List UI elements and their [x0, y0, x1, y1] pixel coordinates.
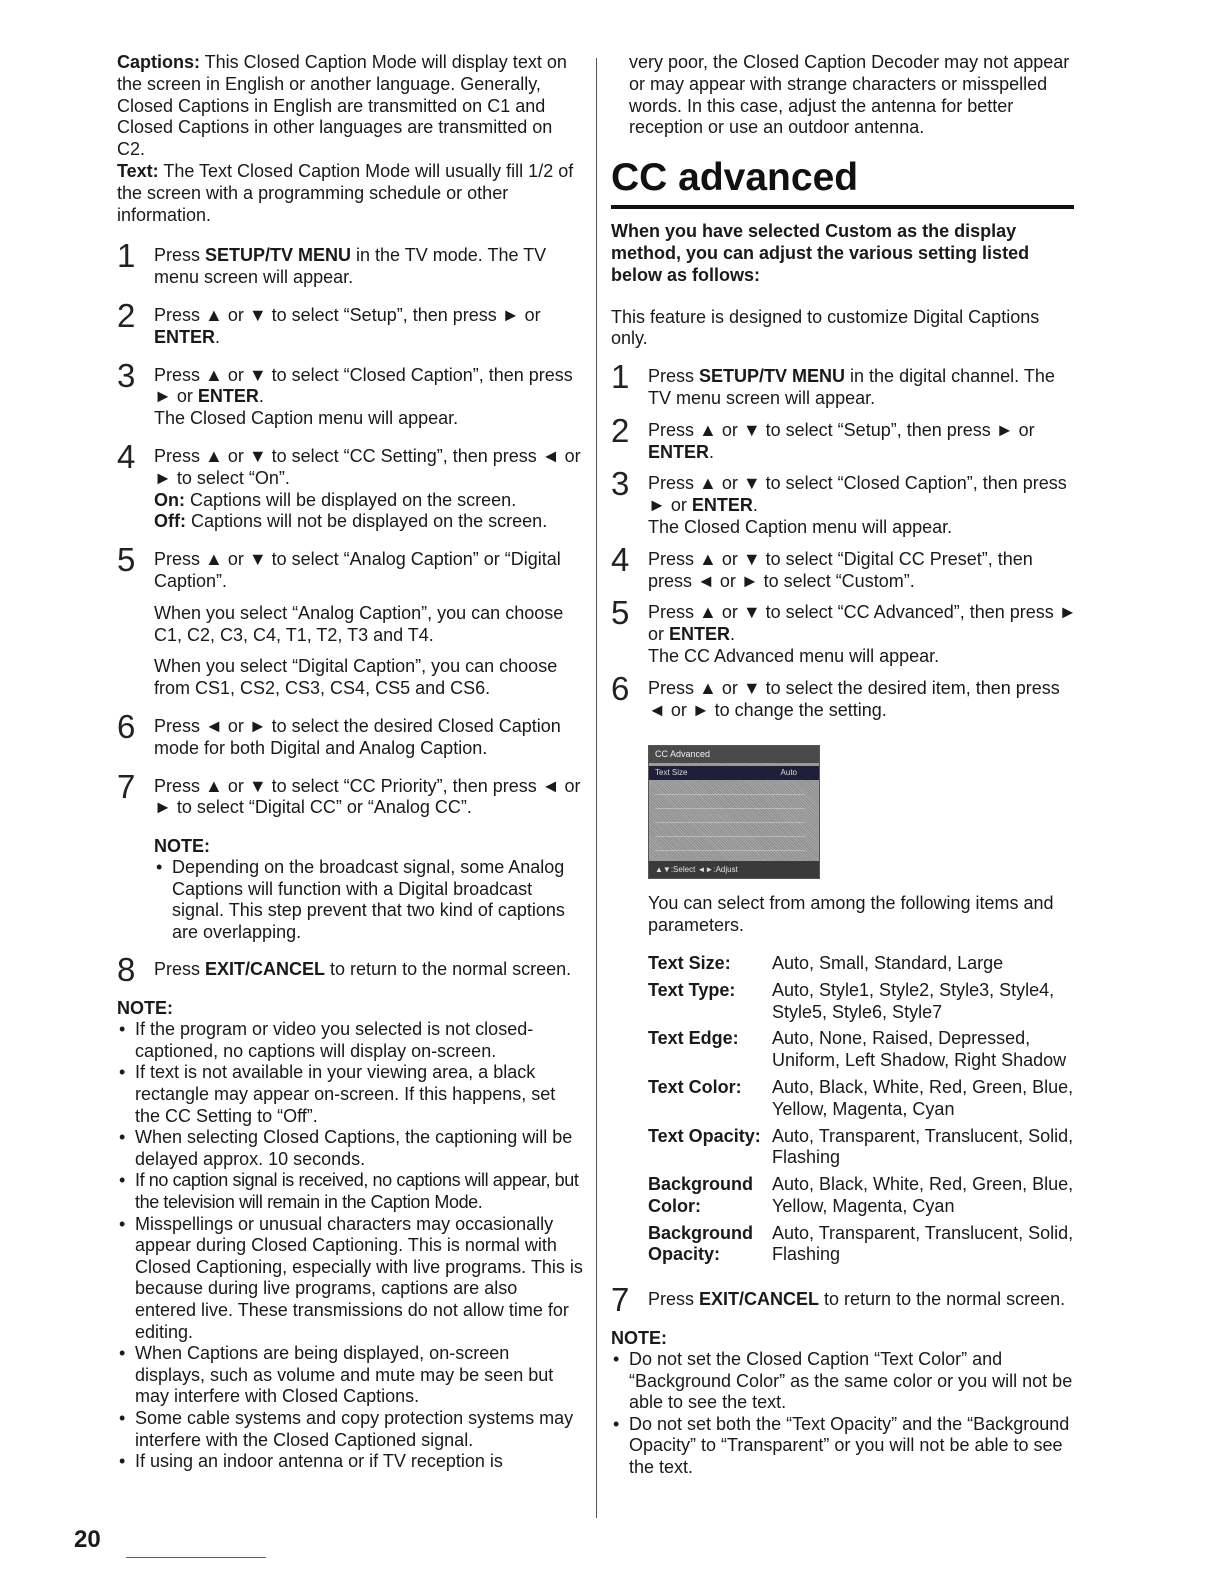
off-label: Off:: [154, 511, 186, 532]
right-step-6: [611, 669, 1077, 722]
param-name: Background Color:: [648, 1174, 754, 1216]
step-number: 4: [117, 437, 136, 475]
step-text: Press ▲ or ▼ to select “Closed Caption”, then press ► or: [154, 364, 573, 407]
screen-row: [655, 836, 805, 837]
step-text: Press ▲ or ▼ to select the desired item, then press ◄ or ► to change the setting.: [648, 677, 1060, 720]
step-key: ENTER: [648, 441, 710, 462]
left-step-6: [117, 707, 583, 760]
step-key: SETUP/TV MENU: [205, 245, 352, 266]
step-note-item: • Depending on the broadcast signal, some Analog Captions will function with a Digital broadcast signal. This step prevent that two kind of captions are overlapping.: [154, 857, 583, 943]
note-item: • Do not set both the “Text Opacity” and the “Background Opacity” to “Transparent” or you will not be able to see the text.: [611, 1414, 1077, 1479]
right-step-1: [611, 358, 1077, 410]
step-number: 5: [117, 541, 136, 579]
step-number: 6: [117, 707, 136, 745]
step-text: Press: [154, 959, 206, 980]
note-item: • If using an indoor antenna or if TV reception is: [117, 1451, 583, 1473]
on-label: On:: [154, 489, 185, 510]
screen-row: [655, 822, 805, 823]
step-number: 2: [611, 411, 630, 449]
step-note-list: [154, 857, 583, 943]
note-list: [117, 1019, 583, 1472]
step-text: Press ▲ or ▼ to select “CC Setting”, then press ◄ or ► to select “On”.: [154, 445, 581, 488]
step-text: Press: [648, 1289, 700, 1310]
step-text: Press ▲ or ▼ to select “Setup”, then press ► or: [154, 304, 541, 325]
step-key: ENTER: [197, 386, 259, 407]
heading-rule: [611, 205, 1074, 209]
step-key: EXIT/CANCEL: [205, 959, 326, 980]
param-name: Text Edge:: [648, 1028, 739, 1049]
right-step-7: [611, 1281, 1077, 1319]
step-number: 1: [611, 358, 630, 396]
step-text-end: .: [258, 386, 264, 407]
param-values: Auto, Small, Standard, Large: [772, 952, 1004, 973]
right-step-2: [611, 411, 1077, 464]
step-text-end: to return to the normal screen.: [325, 959, 572, 980]
step-text-end: to return to the normal screen.: [819, 1289, 1066, 1310]
step-note-title: NOTE:: [154, 836, 210, 857]
screen-title: CC Advanced: [649, 746, 819, 763]
left-step-1: [117, 237, 583, 289]
step-key: ENTER: [154, 326, 216, 347]
step-number: 7: [611, 1281, 630, 1319]
text-text: The Text Closed Caption Mode will usually fill 1/2 of the screen with a programming schedule or other information.: [117, 160, 574, 225]
note-item: • Some cable systems and copy protection systems may interfere with the Closed Captioned signal.: [117, 1408, 583, 1451]
right-column: [611, 52, 1077, 1479]
step-text: Press: [154, 245, 206, 266]
note-continuation: very poor, the Closed Caption Decoder may not appear or may appear with strange characters or misspelled words. In this case, adjust the antenna for better reception or use an outdoor antenna.: [629, 52, 1070, 138]
step-text: Press ▲ or ▼ to select “Setup”, then press ► or: [648, 419, 1035, 440]
step-number: 1: [117, 237, 136, 275]
step-number: 4: [611, 540, 630, 578]
note-item: • Do not set the Closed Caption “Text Color” and “Background Color” as the same color or you will not be able to see the text.: [611, 1349, 1077, 1414]
param-values: Auto, Transparent, Translucent, Solid, Flashing: [772, 1222, 1074, 1265]
step-text-end: .: [752, 495, 758, 516]
step-number: 5: [611, 594, 630, 632]
param-name: Text Size:: [648, 952, 731, 973]
step-text-end: .: [215, 326, 221, 347]
on-line: [154, 490, 583, 512]
section-intro: When you have selected Custom as the display method, you can adjust the various setting listed below as follows:: [611, 221, 1030, 285]
right-step-4: [611, 540, 1077, 593]
screen-row: [655, 794, 805, 795]
screen-item-value: Auto: [780, 768, 797, 778]
param-row: [648, 1077, 1077, 1126]
note-item: • Misspellings or unusual characters may occasionally appear during Closed Captioning. This is normal with Closed Captioning, especially with live programs. This is because during live programs, captions are also entered live. These transmissions do not allow time for editing.: [117, 1214, 583, 1344]
param-row: [648, 953, 1077, 980]
text-label: Text:: [117, 160, 159, 181]
left-step-7: [117, 767, 583, 944]
note-item: • If the program or video you selected is not closed-captioned, no captions will display on-screen.: [117, 1019, 583, 1062]
section-description: This feature is designed to customize Digital Captions only.: [611, 306, 1040, 349]
section-heading: CC advanced: [611, 156, 859, 200]
captions-text: This Closed Caption Mode will display text on the screen in English or another language. Generally, Closed Captions in English are transmitted on C1 and Closed Captions in other languages are transmitted on C2.: [117, 52, 567, 160]
cc-advanced-menu-screenshot: [648, 745, 820, 879]
param-row: [648, 1028, 1077, 1077]
step-text: Press ▲ or ▼ to select “Digital CC Preset”, then press ◄ or ► to select “Custom”.: [648, 548, 1033, 591]
step-text-end: in the TV mode. The TV menu screen will appear.: [154, 245, 547, 288]
left-step-8: [117, 951, 583, 989]
note-item: • When Captions are being displayed, on-screen displays, such as volume and mute may be seen but may interfere with Closed Captions.: [117, 1343, 583, 1408]
step-number: 6: [611, 669, 630, 707]
param-row: [648, 1223, 1077, 1272]
screen-footer: ▲▼:Select ◄►:Adjust: [649, 861, 819, 878]
captions-label: Captions:: [117, 52, 200, 72]
param-values: Auto, Black, White, Red, Green, Blue, Yellow, Magenta, Cyan: [772, 1174, 1074, 1216]
param-values: Auto, Black, White, Red, Green, Blue, Yellow, Magenta, Cyan: [772, 1076, 1074, 1119]
note-item: • When selecting Closed Captions, the captioning will be delayed approx. 10 seconds.: [117, 1127, 583, 1170]
step-sub-1: When you select “Analog Caption”, you can choose C1, C2, C3, C4, T1, T2, T3 and T4.: [154, 602, 564, 645]
param-name: Text Type:: [648, 979, 736, 1000]
step-extra: The Closed Caption menu will appear.: [648, 516, 953, 537]
step-key: SETUP/TV MENU: [699, 366, 846, 387]
step-extra: The CC Advanced menu will appear.: [648, 645, 940, 666]
captions-paragraph: [117, 52, 583, 161]
left-column: [117, 52, 583, 1473]
note-list: [611, 1349, 1077, 1479]
param-row: [648, 1174, 1077, 1223]
param-values: Auto, Transparent, Translucent, Solid, Flashing: [772, 1125, 1074, 1168]
step-text: Press ▲ or ▼ to select “Analog Caption” or “Digital Caption”.: [154, 549, 561, 591]
param-name: Text Color:: [648, 1076, 742, 1097]
param-row: [648, 1126, 1077, 1175]
step-text-end: .: [709, 441, 715, 462]
step-key: ENTER: [669, 624, 731, 645]
step-text-end: .: [730, 624, 736, 645]
step-number: 2: [117, 296, 136, 334]
step-number: 3: [117, 356, 136, 394]
step-key: EXIT/CANCEL: [699, 1289, 820, 1310]
step-number: 3: [611, 465, 630, 503]
parameter-table: [648, 953, 1077, 1271]
step-number: 7: [117, 767, 136, 805]
param-values: Auto, None, Raised, Depressed, Uniform, Left Shadow, Right Shadow: [772, 1028, 1067, 1071]
note-item: • If text is not available in your viewing area, a black rectangle may appear on-screen. If this happens, set the CC Setting to “Off”.: [117, 1062, 583, 1127]
footer-line: [126, 1557, 266, 1558]
items-intro: You can select from among the following items and parameters.: [648, 893, 1054, 936]
page-number: 20: [74, 1526, 101, 1553]
left-step-3: [117, 356, 583, 430]
left-step-5: [117, 541, 583, 700]
step-text: Press ◄ or ► to select the desired Closed Caption mode for both Digital and Analog Caption.: [154, 715, 561, 758]
on-text: Captions will be displayed on the screen.: [185, 489, 517, 510]
column-divider: [596, 58, 597, 1518]
step-number: 8: [117, 951, 136, 989]
screen-highlight-row: [649, 766, 819, 780]
screen-item: Text Size: [655, 768, 688, 778]
param-name: Background Opacity:: [648, 1222, 754, 1265]
param-name: Text Opacity:: [648, 1125, 761, 1146]
step-text: Press ▲ or ▼ to select “CC Advanced”, then press ► or: [648, 602, 1077, 645]
left-step-4: [117, 437, 583, 533]
param-values: Auto, Style1, Style2, Style3, Style4, Style5, Style6, Style7: [772, 979, 1055, 1022]
note-item: • If no caption signal is received, no captions will appear, but the television will remain in the Caption Mode.: [117, 1170, 583, 1213]
right-step-5: [611, 594, 1077, 667]
left-step-2: [117, 296, 583, 349]
note-title: NOTE:: [117, 998, 173, 1019]
step-text: Press ▲ or ▼ to select “Closed Caption”, then press ► or: [648, 473, 1067, 516]
step-text-end: in the digital channel. The TV menu screen will appear.: [648, 366, 1055, 408]
note-title: NOTE:: [611, 1328, 667, 1349]
step-text: Press ▲ or ▼ to select “CC Priority”, then press ◄ or ► to select “Digital CC” or “Analog CC”.: [154, 775, 581, 818]
text-paragraph: [117, 161, 583, 226]
param-row: [648, 980, 1077, 1029]
step-key: ENTER: [691, 495, 753, 516]
step-sub-2: When you select “Digital Caption”, you can choose from CS1, CS2, CS3, CS4, CS5 and CS6.: [154, 656, 558, 699]
step-extra: The Closed Caption menu will appear.: [154, 408, 459, 429]
step-text: Press: [648, 366, 700, 387]
off-line: [154, 511, 583, 533]
right-step-3: [611, 465, 1077, 538]
screen-row: [655, 850, 805, 851]
screen-row: [655, 808, 805, 809]
off-text: Captions will not be displayed on the screen.: [185, 511, 548, 532]
